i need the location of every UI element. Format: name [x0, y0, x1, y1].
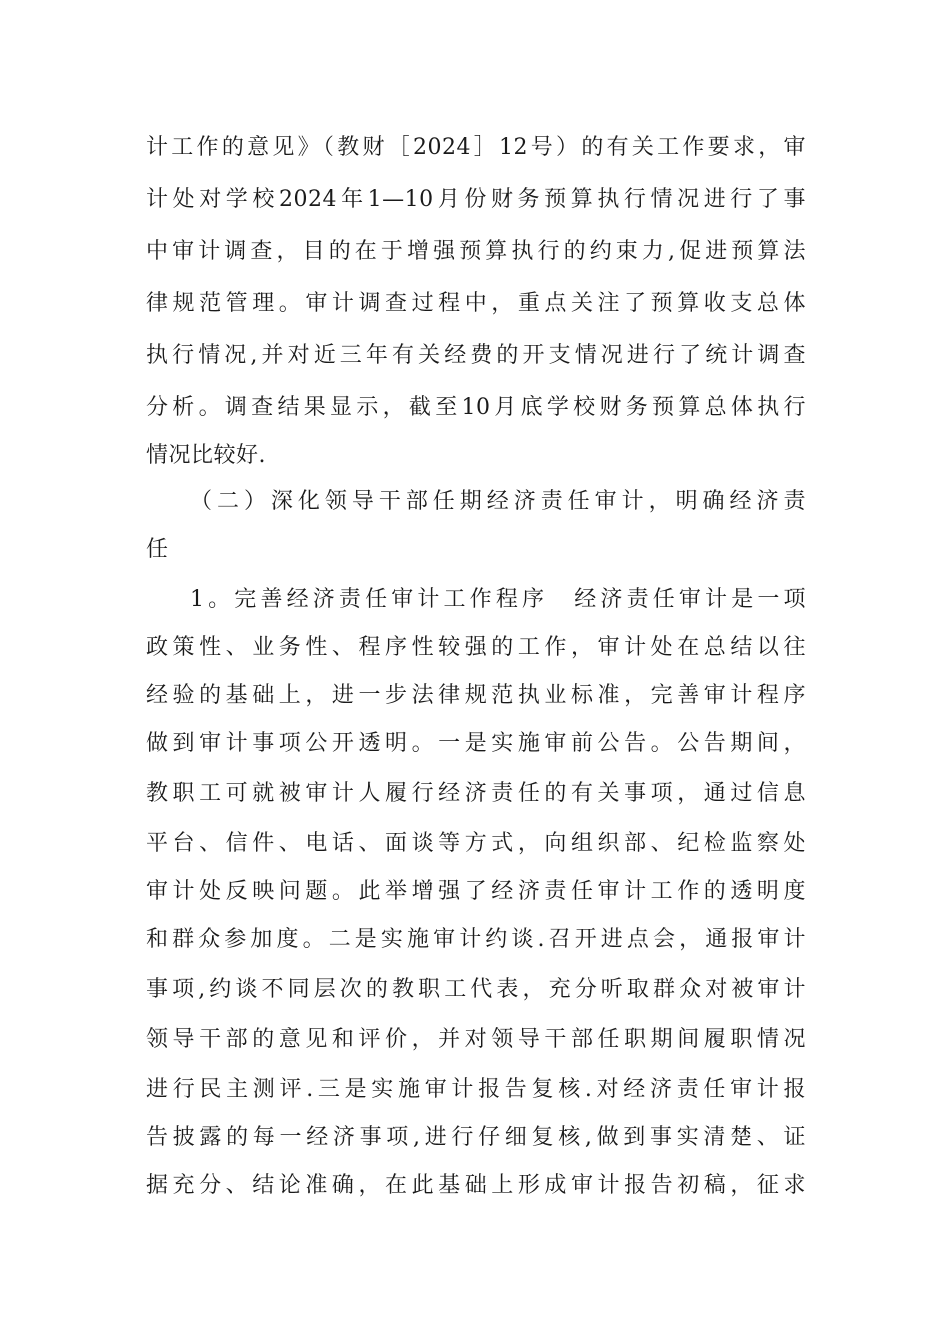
paragraph-line: 分析。调查结果显示，截至10月底学校财务预算总体执行: [146, 395, 806, 420]
paragraph-line: 审计处反映问题。此举增强了经济责任审计工作的透明度: [146, 879, 806, 904]
paragraph-line: 据充分、结论准确，在此基础上形成审计报告初稿，征求: [146, 1173, 806, 1198]
paragraph-line: 教职工可就被审计人履行经济责任的有关事项，通过信息: [146, 781, 806, 806]
paragraph-line: 和群众参加度。二是实施审计约谈.召开进点会，通报审计: [146, 927, 806, 952]
paragraph-line: 经验的基础上，进一步法律规范执业标准，完善审计程序: [146, 683, 806, 708]
paragraph-line: 事项,约谈不同层次的教职工代表，充分听取群众对被审计: [146, 977, 806, 1002]
paragraph-line: 平台、信件、电话、面谈等方式，向组织部、纪检监察处: [146, 831, 806, 856]
paragraph-line: 律规范管理。审计调查过程中，重点关注了预算收支总体: [146, 291, 806, 316]
paragraph-line: 做到审计事项公开透明。一是实施审前公告。公告期间，: [146, 731, 806, 756]
paragraph-line: 政策性、业务性、程序性较强的工作，审计处在总结以往: [146, 635, 806, 660]
paragraph-line: 计处对学校2024年1—10月份财务预算执行情况进行了事: [146, 187, 806, 212]
paragraph-line: 告披露的每一经济事项,进行仔细复核,做到事实清楚、证: [146, 1125, 806, 1150]
paragraph-line: 情况比较好.: [146, 443, 266, 468]
paragraph-line: 领导干部的意见和评价，并对领导干部任职期间履职情况: [146, 1027, 806, 1052]
section-heading-line: （二）深化领导干部任期经济责任审计，明确经济责: [190, 489, 806, 514]
paragraph-line: 进行民主测评.三是实施审计报告复核.对经济责任审计报: [146, 1077, 806, 1102]
paragraph-line: 执行情况,并对近三年有关经费的开支情况进行了统计调查: [146, 343, 806, 368]
section-heading-line: 任: [146, 537, 169, 562]
paragraph-line: 计工作的意见》（教财［2024］12号）的有关工作要求，审: [146, 135, 806, 160]
paragraph-line: 1。完善经济责任审计工作程序 经济责任审计是一项: [190, 587, 806, 612]
paragraph-line: 中审计调查，目的在于增强预算执行的约束力,促进预算法: [146, 239, 806, 264]
